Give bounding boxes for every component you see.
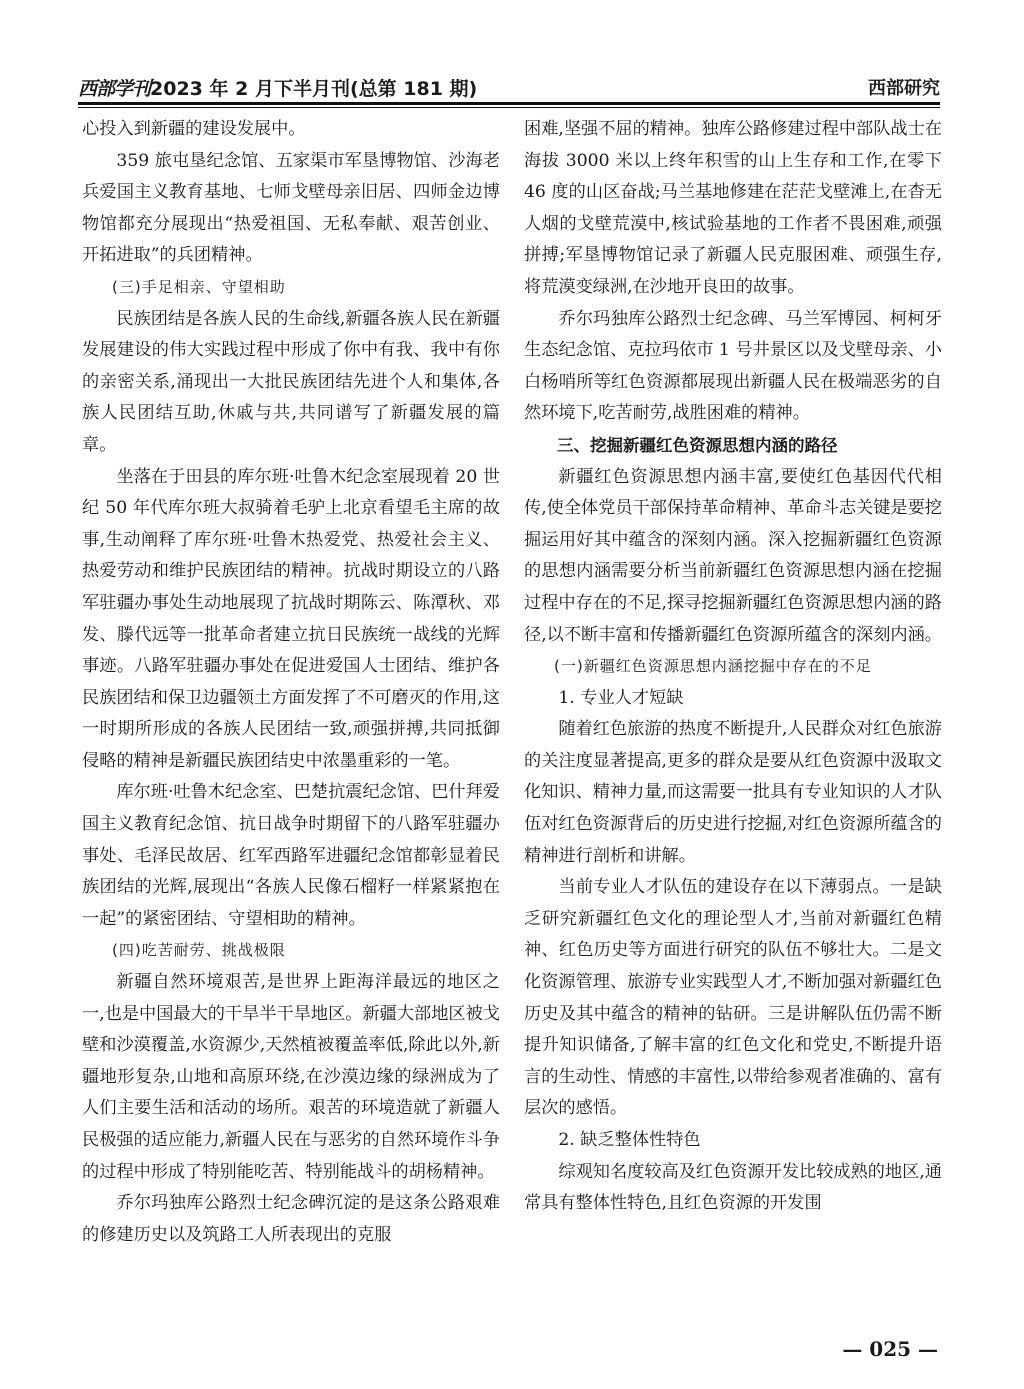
body-paragraph: 乔尔玛独库公路烈士纪念碑、马兰军博园、柯柯牙生态纪念馆、克拉玛依市 1 号井景区以及戈壁母亲、小白杨哨所等红色资源都展现出新疆人民在极端恶劣的自然环境下,吃苦耐劳,战胜困难的精神。: [524, 308, 942, 424]
subsection-heading: (三)手足相亲、守望相助: [112, 277, 286, 296]
body-paragraph: 1. 专业人才短缺: [558, 687, 684, 708]
body-paragraph: 乔尔玛独库公路烈士纪念碑沉淀的是这条公路艰难的修建历史以及筑路工人所表现出的克服: [82, 1193, 500, 1245]
body-paragraph: 综观知名度较高及红色资源开发比较成熟的地区,通常具有整体性特色,且红色资源的开发围: [524, 1161, 942, 1214]
subsection-heading: (四)吃苦耐劳、挑战极限: [112, 941, 286, 960]
running-header: [78, 72, 940, 102]
body-paragraph: 2. 缺乏整体性特色: [558, 1130, 701, 1150]
body-paragraph: 库尔班·吐鲁木纪念室、巴楚抗震纪念馆、巴什拜爱国主义教育纪念馆、抗日战争时期留下的八路军驻疆办事处、毛泽民故居、红军西路军进疆纪念馆都彰显着民族团结的光辉,展现出“各族人民像石榴籽一样紧紧抱在一起”的紧密团结、守望相助的精神。: [82, 782, 500, 929]
section-heading: 三、挖掘新疆红色资源思想内涵的路径: [557, 435, 838, 455]
body-paragraph: 新疆红色资源思想内涵丰富,要使红色基因代代相传,使全体党员干部保持革命精神、革命斗志关键是要挖掘运用好其中蕴含的深刻内涵。深入挖掘新疆红色资源的思想内涵需要分析当前新疆红色资源思想内涵在挖掘过程中存在的不足,探寻挖掘新疆红色资源思想内涵的路径,以不断丰富和传播新疆红色资源所蕴含的深刻内涵。: [524, 466, 942, 645]
body-paragraph: 心投入到新疆的建设发展中。: [82, 119, 306, 139]
body-paragraph: 359 旅屯垦纪念馆、五家渠市军垦博物馆、沙海老兵爱国主义教育基地、七师戈壁母亲旧居、四师金边博物馆都充分展现出“热爱祖国、无私奉献、艰苦创业、开拓进取”的兵团精神。: [82, 150, 500, 266]
header-rule-thin: [78, 107, 940, 108]
issue-label: 2023 年 2 月下半月刊(总第 181 期): [150, 78, 478, 100]
subsection-heading: (一)新疆红色资源思想内涵挖掘中存在的不足: [554, 657, 872, 676]
section-label: 西部研究: [868, 78, 940, 99]
body-paragraph: 当前专业人才队伍的建设存在以下薄弱点。一是缺乏研究新疆红色文化的理论型人才,当前对新疆红色精神、红色历史等方面进行研究的队伍不够壮大。二是文化资源管理、旅游专业实践型人才,不断加强对新疆红色历史及其中蕴含的精神的钻研。三是讲解队伍仍需不断提升知识储备,了解丰富的红色文化和党史,不断提升语言的生动性、情感的丰富性,以带给参观者准确的、富有层次的感悟。: [524, 877, 942, 1119]
left-column: [82, 114, 500, 1251]
body-paragraph: 坐落在于田县的库尔班·吐鲁木纪念室展现着 20 世纪 50 年代库尔班大叔骑着毛驴上北京看望毛主席的故事,生动阐释了库尔班·吐鲁木热爱党、热爱社会主义、热爱劳动和维护民族团结的精神。抗战时期设立的八路军驻疆办事处生动地展现了抗战时期陈云、陈潭秋、邓发、滕代远等一批革命者建立抗日民族统一战线的光辉事迹。八路军驻疆办事处在促进爱国人士团结、维护各民族团结和保卫边疆领土方面发挥了不可磨灭的作用,这一时期所形成的各族人民团结一致,顽强拼搏,共同抵御侵略的精神是新疆民族团结史中浓墨重彩的一笔。: [82, 466, 500, 771]
right-column: [524, 114, 942, 1220]
header-rule: [78, 102, 940, 105]
body-paragraph: 困难,坚强不屈的精神。独库公路修建过程中部队战士在海拔 3000 米以上终年积雪的山上生存和工作,在零下 46 度的山区奋战;马兰基地修建在茫茫戈壁滩上,在杳无人烟的戈壁荒漠中,核试验基地的工作者不畏困难,顽强拼搏;军垦博物馆记录了新疆人民克服困难、顽强生存,将荒漠变绿洲,在沙地开良田的故事。: [524, 119, 942, 297]
page-number: — 025 —: [842, 1337, 938, 1361]
journal-logo: 西部学刊: [78, 78, 151, 100]
body-paragraph: 民族团结是各族人民的生命线,新疆各族人民在新疆发展建设的伟大实践过程中形成了你中有我、我中有你的亲密关系,涌现出一大批民族团结先进个人和集体,各族人民团结互助,休戚与共,共同谱写了新疆发展的篇章。: [82, 308, 500, 455]
body-paragraph: 随着红色旅游的热度不断提升,人民群众对红色旅游的关注度显著提高,更多的群众是要从红色资源中汲取文化知识、精神力量,而这需要一批具有专业知识的人才队伍对红色资源背后的历史进行挖掘,对红色资源所蕴含的精神进行剖析和讲解。: [524, 719, 942, 866]
header-issue-info: [78, 74, 477, 101]
body-paragraph: 新疆自然环境艰苦,是世界上距海洋最远的地区之一,也是中国最大的干旱半干旱地区。新疆大部地区被戈壁和沙漠覆盖,水资源少,天然植被覆盖率低,除此以外,新疆地形复杂,山地和高原环绕,在沙漠边缘的绿洲成为了人们主要生活和活动的场所。艰苦的环境造就了新疆人民极强的适应能力,新疆人民在与恶劣的自然环境作斗争的过程中形成了特别能吃苦、特别能战斗的胡杨精神。: [82, 972, 500, 1182]
